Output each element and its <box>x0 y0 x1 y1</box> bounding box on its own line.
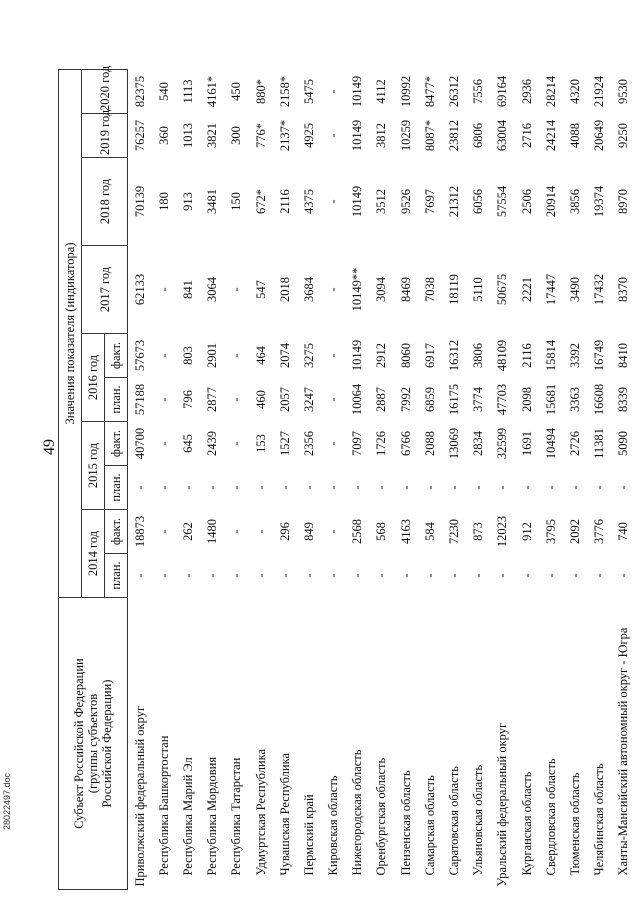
value-cell: - <box>495 485 510 490</box>
value-cell: - <box>326 485 341 490</box>
value-cell: 7992 <box>398 387 413 412</box>
year-2015-header: 2015 год <box>82 422 105 510</box>
value-cell: - <box>326 397 341 402</box>
value-cell: 47703 <box>495 383 510 416</box>
value-cell: - <box>350 485 365 490</box>
value-cell: 776* <box>253 123 268 148</box>
region-name-cell: Самарская область <box>422 775 437 876</box>
value-cell: 18119 <box>447 274 462 305</box>
value-cell: 672* <box>253 189 268 214</box>
value-cell: 740 <box>616 522 631 541</box>
value-cell: - <box>616 573 631 578</box>
value-cell: 3821 <box>205 123 220 148</box>
value-cell: 10149 <box>350 185 365 218</box>
file-name-footer: 28022497.doc <box>2 772 12 830</box>
value-cell: - <box>471 573 486 578</box>
value-cell: 10149 <box>350 119 365 152</box>
value-cell: 6806 <box>471 123 486 148</box>
value-cell: - <box>374 485 389 490</box>
subject-header-line-2: (группы субъектов <box>86 693 100 794</box>
value-cell: 262 <box>180 522 195 541</box>
region-name-cell: Курганская область <box>519 771 534 876</box>
value-cell: 3774 <box>471 387 486 412</box>
value-cell: 2137* <box>277 119 292 152</box>
subject-header-line-3: Российской Федерации) <box>100 679 114 808</box>
year-2019-header: 2019 год <box>82 114 128 158</box>
value-cell: 3481 <box>205 189 220 214</box>
value-cell: 13069 <box>447 427 462 460</box>
value-cell: 57673 <box>132 339 147 372</box>
value-cell: - <box>471 485 486 490</box>
value-cell: 20649 <box>592 119 607 152</box>
table-row <box>152 25 176 889</box>
value-cell: 450 <box>229 82 244 101</box>
region-name-cell: Приволжский федеральный округ <box>132 705 147 887</box>
value-cell: - <box>543 485 558 490</box>
region-name-cell: Кировская область <box>326 775 341 876</box>
value-cell: - <box>519 573 534 578</box>
value-cell: 19374 <box>592 185 607 218</box>
value-cell: 50675 <box>495 273 510 306</box>
region-name-cell: Республика Татарстан <box>229 757 244 876</box>
value-cell: - <box>229 287 244 292</box>
year-2018-header: 2018 год <box>82 158 128 246</box>
fact-2014-header: факт. <box>105 510 128 554</box>
value-cell: - <box>422 485 437 490</box>
value-cell: 40700 <box>132 427 147 460</box>
value-cell: - <box>132 485 147 490</box>
value-cell: - <box>326 573 341 578</box>
value-cell: 803 <box>180 346 195 365</box>
value-cell: - <box>156 573 171 578</box>
value-cell: 645 <box>180 434 195 453</box>
value-cell: 7697 <box>422 189 437 214</box>
value-cell: 1480 <box>205 519 220 544</box>
value-cell: - <box>156 397 171 402</box>
value-cell: 3812 <box>374 123 389 148</box>
value-cell: 10259 <box>398 119 413 152</box>
value-cell: 8370 <box>616 277 631 302</box>
value-cell: - <box>326 441 341 446</box>
value-cell: 26312 <box>447 75 462 108</box>
value-cell: 10064 <box>350 383 365 416</box>
value-cell: 57188 <box>132 383 147 416</box>
value-cell: 3795 <box>543 519 558 544</box>
value-cell: 21312 <box>447 185 462 218</box>
value-cell: 4320 <box>567 79 582 104</box>
table-row <box>346 25 370 889</box>
indicator-table <box>58 25 636 890</box>
value-cell: 82375 <box>132 75 147 108</box>
value-cell: 11381 <box>592 428 607 459</box>
region-name-cell: Пензенская область <box>398 770 413 876</box>
value-cell: 796 <box>180 390 195 409</box>
region-name-cell: Чувашская Республика <box>277 752 292 876</box>
value-cell: 10149** <box>350 267 365 312</box>
value-cell: 8477* <box>422 75 437 108</box>
region-name-cell: Республика Марий Эл <box>180 757 195 876</box>
value-cell: - <box>253 573 268 578</box>
page-number: 49 <box>41 439 58 455</box>
table-row <box>297 25 321 889</box>
value-cell: - <box>326 353 341 358</box>
subject-header-line-1: Субъект Российской Федерации <box>72 658 86 829</box>
region-name-cell: Саратовская область <box>447 766 462 876</box>
value-cell: - <box>156 353 171 358</box>
value-cell: 2912 <box>374 343 389 368</box>
value-cell: 8410 <box>616 343 631 368</box>
value-cell: 10992 <box>398 75 413 108</box>
table-body <box>128 25 636 889</box>
value-cell: 3275 <box>301 343 316 368</box>
value-cell: 3684 <box>301 277 316 302</box>
value-cell: 18873 <box>132 515 147 548</box>
value-cell: 6917 <box>422 343 437 368</box>
value-cell: 5475 <box>301 79 316 104</box>
value-cell: 2936 <box>519 79 534 104</box>
value-cell: - <box>156 529 171 534</box>
value-cell: 4163 <box>398 519 413 544</box>
value-cell: - <box>326 529 341 534</box>
value-cell: 32599 <box>495 427 510 460</box>
value-cell: - <box>229 529 244 534</box>
value-cell: 2568 <box>350 519 365 544</box>
value-cell: - <box>495 573 510 578</box>
region-name-cell: Тюменская область <box>567 772 582 876</box>
value-cell: - <box>567 573 582 578</box>
value-cell: 2018 <box>277 277 292 302</box>
value-cell: 28214 <box>543 75 558 108</box>
region-name-cell: Челябинская область <box>592 763 607 876</box>
value-cell: 9250 <box>616 123 631 148</box>
year-2014-header: 2014 год <box>82 510 105 598</box>
region-name-cell: Пермский край <box>301 794 316 876</box>
value-cell: 1013 <box>180 123 195 148</box>
table-row <box>588 25 612 889</box>
value-cell: - <box>253 529 268 534</box>
value-cell: - <box>447 485 462 490</box>
value-cell: - <box>253 485 268 490</box>
fact-2015-header: факт. <box>105 422 128 466</box>
value-cell: 2356 <box>301 431 316 456</box>
year-2016-header: 2016 год <box>82 334 105 422</box>
region-name-cell: Удмуртская Республика <box>253 748 268 876</box>
value-cell: 1113 <box>180 79 195 104</box>
table-row <box>322 25 346 889</box>
value-cell: 3094 <box>374 277 389 302</box>
value-cell: - <box>229 397 244 402</box>
region-name-cell: Оренбургская область <box>374 757 389 876</box>
value-cell: - <box>616 485 631 490</box>
value-cell: - <box>592 485 607 490</box>
value-cell: 913 <box>180 192 195 211</box>
value-cell: 2221 <box>519 277 534 302</box>
value-cell: 10494 <box>543 427 558 460</box>
value-cell: 24214 <box>543 119 558 152</box>
value-cell: 16175 <box>447 383 462 416</box>
value-cell: 880* <box>253 79 268 104</box>
plan-2016-header: план. <box>105 378 128 422</box>
value-cell: 1691 <box>519 431 534 456</box>
value-cell: 8060 <box>398 343 413 368</box>
value-cell: - <box>301 573 316 578</box>
value-cell: 1527 <box>277 431 292 456</box>
plan-2015-header: план. <box>105 466 128 510</box>
year-2020-header: 2020 год <box>82 69 128 113</box>
subject-header <box>59 598 128 890</box>
value-cell: 912 <box>519 522 534 541</box>
value-cell: 153 <box>253 434 268 453</box>
value-cell: 3856 <box>567 189 582 214</box>
value-cell: 16749 <box>592 339 607 372</box>
value-cell: 10149 <box>350 339 365 372</box>
value-cell: - <box>592 573 607 578</box>
value-cell: 180 <box>156 192 171 211</box>
value-cell: 15681 <box>543 383 558 416</box>
value-cell: - <box>277 485 292 490</box>
value-cell: 12023 <box>495 515 510 548</box>
value-cell: 464 <box>253 346 268 365</box>
plan-2014-header: план. <box>105 554 128 598</box>
region-name-cell: Ульяновская область <box>471 764 486 876</box>
value-cell: - <box>132 573 147 578</box>
value-cell: 3776 <box>592 519 607 544</box>
table-row <box>201 25 225 889</box>
value-cell: 2158* <box>277 75 292 108</box>
table-row <box>225 25 249 889</box>
value-cell: 2092 <box>567 519 582 544</box>
value-cell: 63004 <box>495 119 510 152</box>
value-cell: 360 <box>156 126 171 145</box>
table-row <box>176 25 200 889</box>
table-row <box>128 25 153 889</box>
region-name-cell: Уральский федеральный округ <box>495 722 510 887</box>
value-cell: 69164 <box>495 75 510 108</box>
value-cell: - <box>519 485 534 490</box>
value-cell: 3363 <box>567 387 582 412</box>
value-cell: 296 <box>277 522 292 541</box>
value-cell: 849 <box>301 522 316 541</box>
value-cell: 5110 <box>471 277 486 302</box>
value-cell: 4375 <box>301 189 316 214</box>
value-cell: - <box>567 485 582 490</box>
table-row <box>273 25 297 889</box>
value-cell: - <box>156 287 171 292</box>
table-row <box>249 25 273 889</box>
value-cell: - <box>205 485 220 490</box>
value-cell: 8339 <box>616 387 631 412</box>
value-cell: 7038 <box>422 277 437 302</box>
value-cell: 48109 <box>495 339 510 372</box>
table-row <box>563 25 587 889</box>
value-cell: 7230 <box>447 519 462 544</box>
value-cell: 2116 <box>519 343 534 368</box>
value-cell: - <box>447 573 462 578</box>
value-cell: - <box>180 485 195 490</box>
value-cell: 10149 <box>350 75 365 108</box>
value-cell: 3247 <box>301 387 316 412</box>
table-row <box>370 25 394 889</box>
table-row <box>418 25 442 889</box>
value-cell: 21924 <box>592 75 607 108</box>
value-cell: 6766 <box>398 431 413 456</box>
value-cell: 9530 <box>616 79 631 104</box>
value-cell: 5090 <box>616 431 631 456</box>
value-cell: - <box>422 573 437 578</box>
indicator-table-container <box>58 30 631 890</box>
value-cell: - <box>301 485 316 490</box>
value-cell: 1726 <box>374 431 389 456</box>
value-cell: - <box>229 441 244 446</box>
value-cell: - <box>326 199 341 204</box>
region-name-cell: Нижегородская область <box>350 749 365 876</box>
value-cell: 16608 <box>592 383 607 416</box>
table-row <box>612 25 636 889</box>
value-cell: - <box>350 573 365 578</box>
value-cell: 3490 <box>567 277 582 302</box>
value-cell: 9526 <box>398 189 413 214</box>
value-cell: 2439 <box>205 431 220 456</box>
value-cell: - <box>326 89 341 94</box>
value-cell: 2726 <box>567 431 582 456</box>
region-name-cell: Республика Мордовия <box>205 756 220 876</box>
value-cell: 16312 <box>447 339 462 372</box>
value-cell: - <box>229 353 244 358</box>
value-cell: 547 <box>253 280 268 299</box>
value-cell: 17447 <box>543 273 558 306</box>
value-cell: 150 <box>229 192 244 211</box>
value-cell: - <box>229 485 244 490</box>
value-cell: - <box>398 485 413 490</box>
value-cell: 873 <box>471 522 486 541</box>
value-cell: - <box>398 573 413 578</box>
value-cell: 2834 <box>471 431 486 456</box>
value-cell: - <box>374 573 389 578</box>
value-cell: 6859 <box>422 387 437 412</box>
value-cell: 62133 <box>132 273 147 306</box>
value-cell: 57554 <box>495 185 510 218</box>
value-cell: 3392 <box>567 343 582 368</box>
value-cell: 20914 <box>543 185 558 218</box>
table-row <box>394 25 418 889</box>
value-cell: 2877 <box>205 387 220 412</box>
value-cell: 7556 <box>471 79 486 104</box>
value-cell: - <box>180 573 195 578</box>
value-cell: - <box>326 133 341 138</box>
value-cell: - <box>229 573 244 578</box>
value-cell: 2098 <box>519 387 534 412</box>
value-cell: 2506 <box>519 189 534 214</box>
value-cell: 8970 <box>616 189 631 214</box>
value-cell: 23812 <box>447 119 462 152</box>
region-name-cell: Республика Башкортостан <box>156 735 171 876</box>
value-cell: 4161* <box>205 75 220 108</box>
value-cell: 540 <box>156 82 171 101</box>
value-cell: 3806 <box>471 343 486 368</box>
value-cell: 76257 <box>132 119 147 152</box>
value-cell: 4925 <box>301 123 316 148</box>
value-cell: 70139 <box>132 185 147 218</box>
value-cell: 8469 <box>398 277 413 302</box>
region-name-cell: Ханты-Мансийский автономный округ - Югра <box>616 627 631 876</box>
value-cell: - <box>543 573 558 578</box>
value-cell: 6056 <box>471 189 486 214</box>
indicator-title: Значения показателя (индикатора) <box>59 69 82 597</box>
year-2017-header: 2017 год <box>82 246 128 334</box>
value-cell: - <box>205 573 220 578</box>
value-cell: 584 <box>422 522 437 541</box>
value-cell: 17432 <box>592 273 607 306</box>
fact-2016-header: факт. <box>105 334 128 378</box>
value-cell: - <box>156 441 171 446</box>
table-row <box>539 25 563 889</box>
value-cell: 15814 <box>543 339 558 372</box>
region-name-cell: Свердловская область <box>543 758 558 876</box>
value-cell: 460 <box>253 390 268 409</box>
table-row <box>467 25 491 889</box>
value-cell: 4112 <box>374 79 389 104</box>
value-cell: 2116 <box>277 189 292 214</box>
value-cell: 4088 <box>567 123 582 148</box>
value-cell: 8087* <box>422 119 437 152</box>
value-cell: - <box>156 485 171 490</box>
table-header <box>59 25 128 889</box>
value-cell: - <box>326 287 341 292</box>
value-cell: 2901 <box>205 343 220 368</box>
value-cell: 3064 <box>205 277 220 302</box>
value-cell: 2074 <box>277 343 292 368</box>
table-row <box>515 25 539 889</box>
value-cell: 2088 <box>422 431 437 456</box>
value-cell: 841 <box>180 280 195 299</box>
table-row <box>491 25 515 889</box>
value-cell: 300 <box>229 126 244 145</box>
value-cell: 568 <box>374 522 389 541</box>
value-cell: 2057 <box>277 387 292 412</box>
value-cell: 2887 <box>374 387 389 412</box>
value-cell: 7097 <box>350 431 365 456</box>
value-cell: 3512 <box>374 189 389 214</box>
value-cell: 2716 <box>519 123 534 148</box>
table-row <box>442 25 466 889</box>
value-cell: - <box>277 573 292 578</box>
